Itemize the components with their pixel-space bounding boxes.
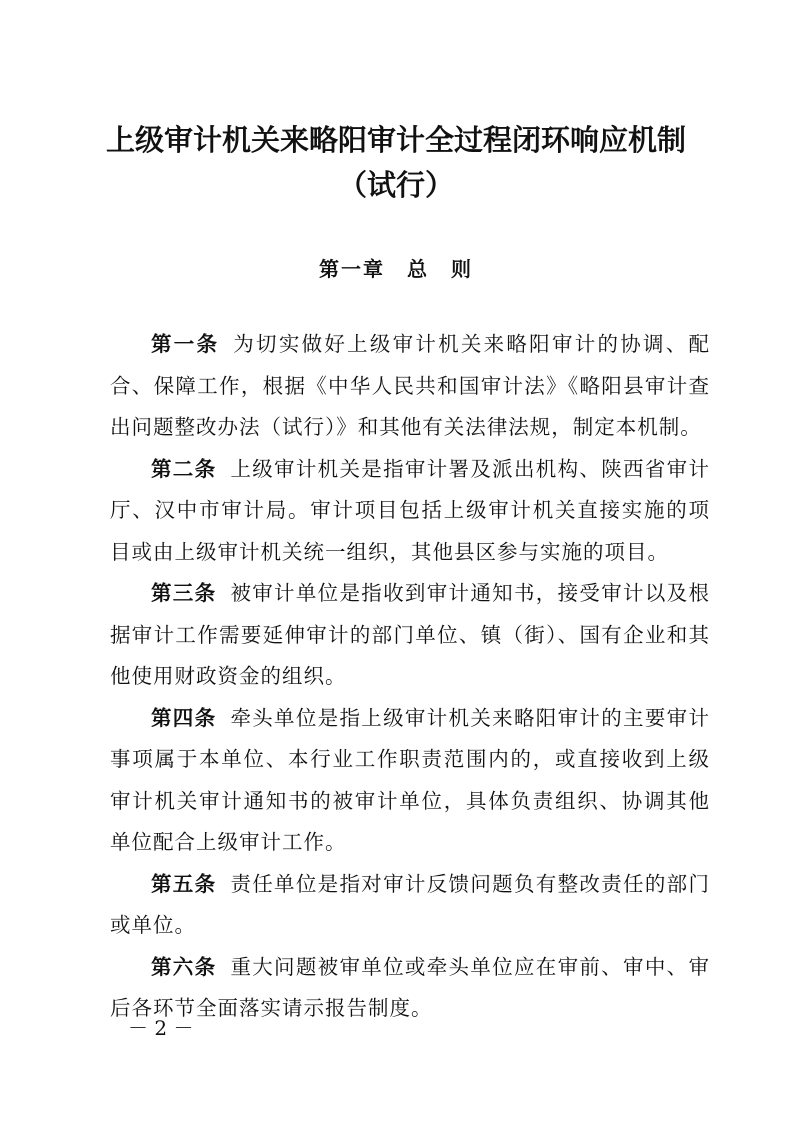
article-label: 第三条 xyxy=(151,581,217,605)
article-label: 第五条 xyxy=(151,871,217,896)
article-label: 第四条 xyxy=(151,705,217,730)
document-body xyxy=(110,324,710,1030)
article-label: 第二条 xyxy=(151,456,217,481)
article-paragraph xyxy=(110,573,710,698)
article-text: 牵头单位是指上级审计机关来略阳审计的主要审计事项属于本单位、本行业工作职责范围内的，或直接收到上级审计机关审计通知书的被审计单位，具体负责组织、协调其他单位配合上级审计工作。 xyxy=(110,705,710,854)
article-label: 第一条 xyxy=(151,332,220,356)
article-text: 上级审计机关是指审计署及派出机构、陕西省审计厅、汉中市审计局。审计项目包括上级审计机关直接实施的项目或由上级审计机关统一组织，其他县区参与实施的项目。 xyxy=(110,456,710,564)
article-paragraph xyxy=(110,698,710,864)
article-paragraph xyxy=(110,449,710,574)
article-paragraph xyxy=(110,947,710,1030)
chapter-heading: 第一章 总 则 xyxy=(319,257,473,281)
page-number: － 2 － xyxy=(128,1016,194,1040)
article-text: 重大问题被审单位或牵头单位应在审前、审中、审后各环节全面落实请示报告制度。 xyxy=(110,954,710,1020)
document-title: 上级审计机关来略阳审计全过程闭环响应机制 xyxy=(105,123,686,157)
article-text: 责任单位是指对审计反馈问题负有整改责任的部门或单位。 xyxy=(110,871,710,937)
article-label: 第六条 xyxy=(151,954,217,979)
document-subtitle: （试行） xyxy=(337,168,454,202)
article-text: 被审计单位是指收到审计通知书，接受审计以及根据审计工作需要延伸审计的部门单位、镇（街）、国有企业和其他使用财政资金的组织。 xyxy=(110,581,710,688)
article-paragraph xyxy=(110,864,710,947)
article-paragraph xyxy=(110,324,710,449)
article-text: 为切实做好上级审计机关来略阳审计的协调、配合、保障工作，根据《中华人民共和国审计法》《略阳县审计查出问题整改办法（试行）》和其他有关法律法规，制定本机制。 xyxy=(110,332,711,439)
